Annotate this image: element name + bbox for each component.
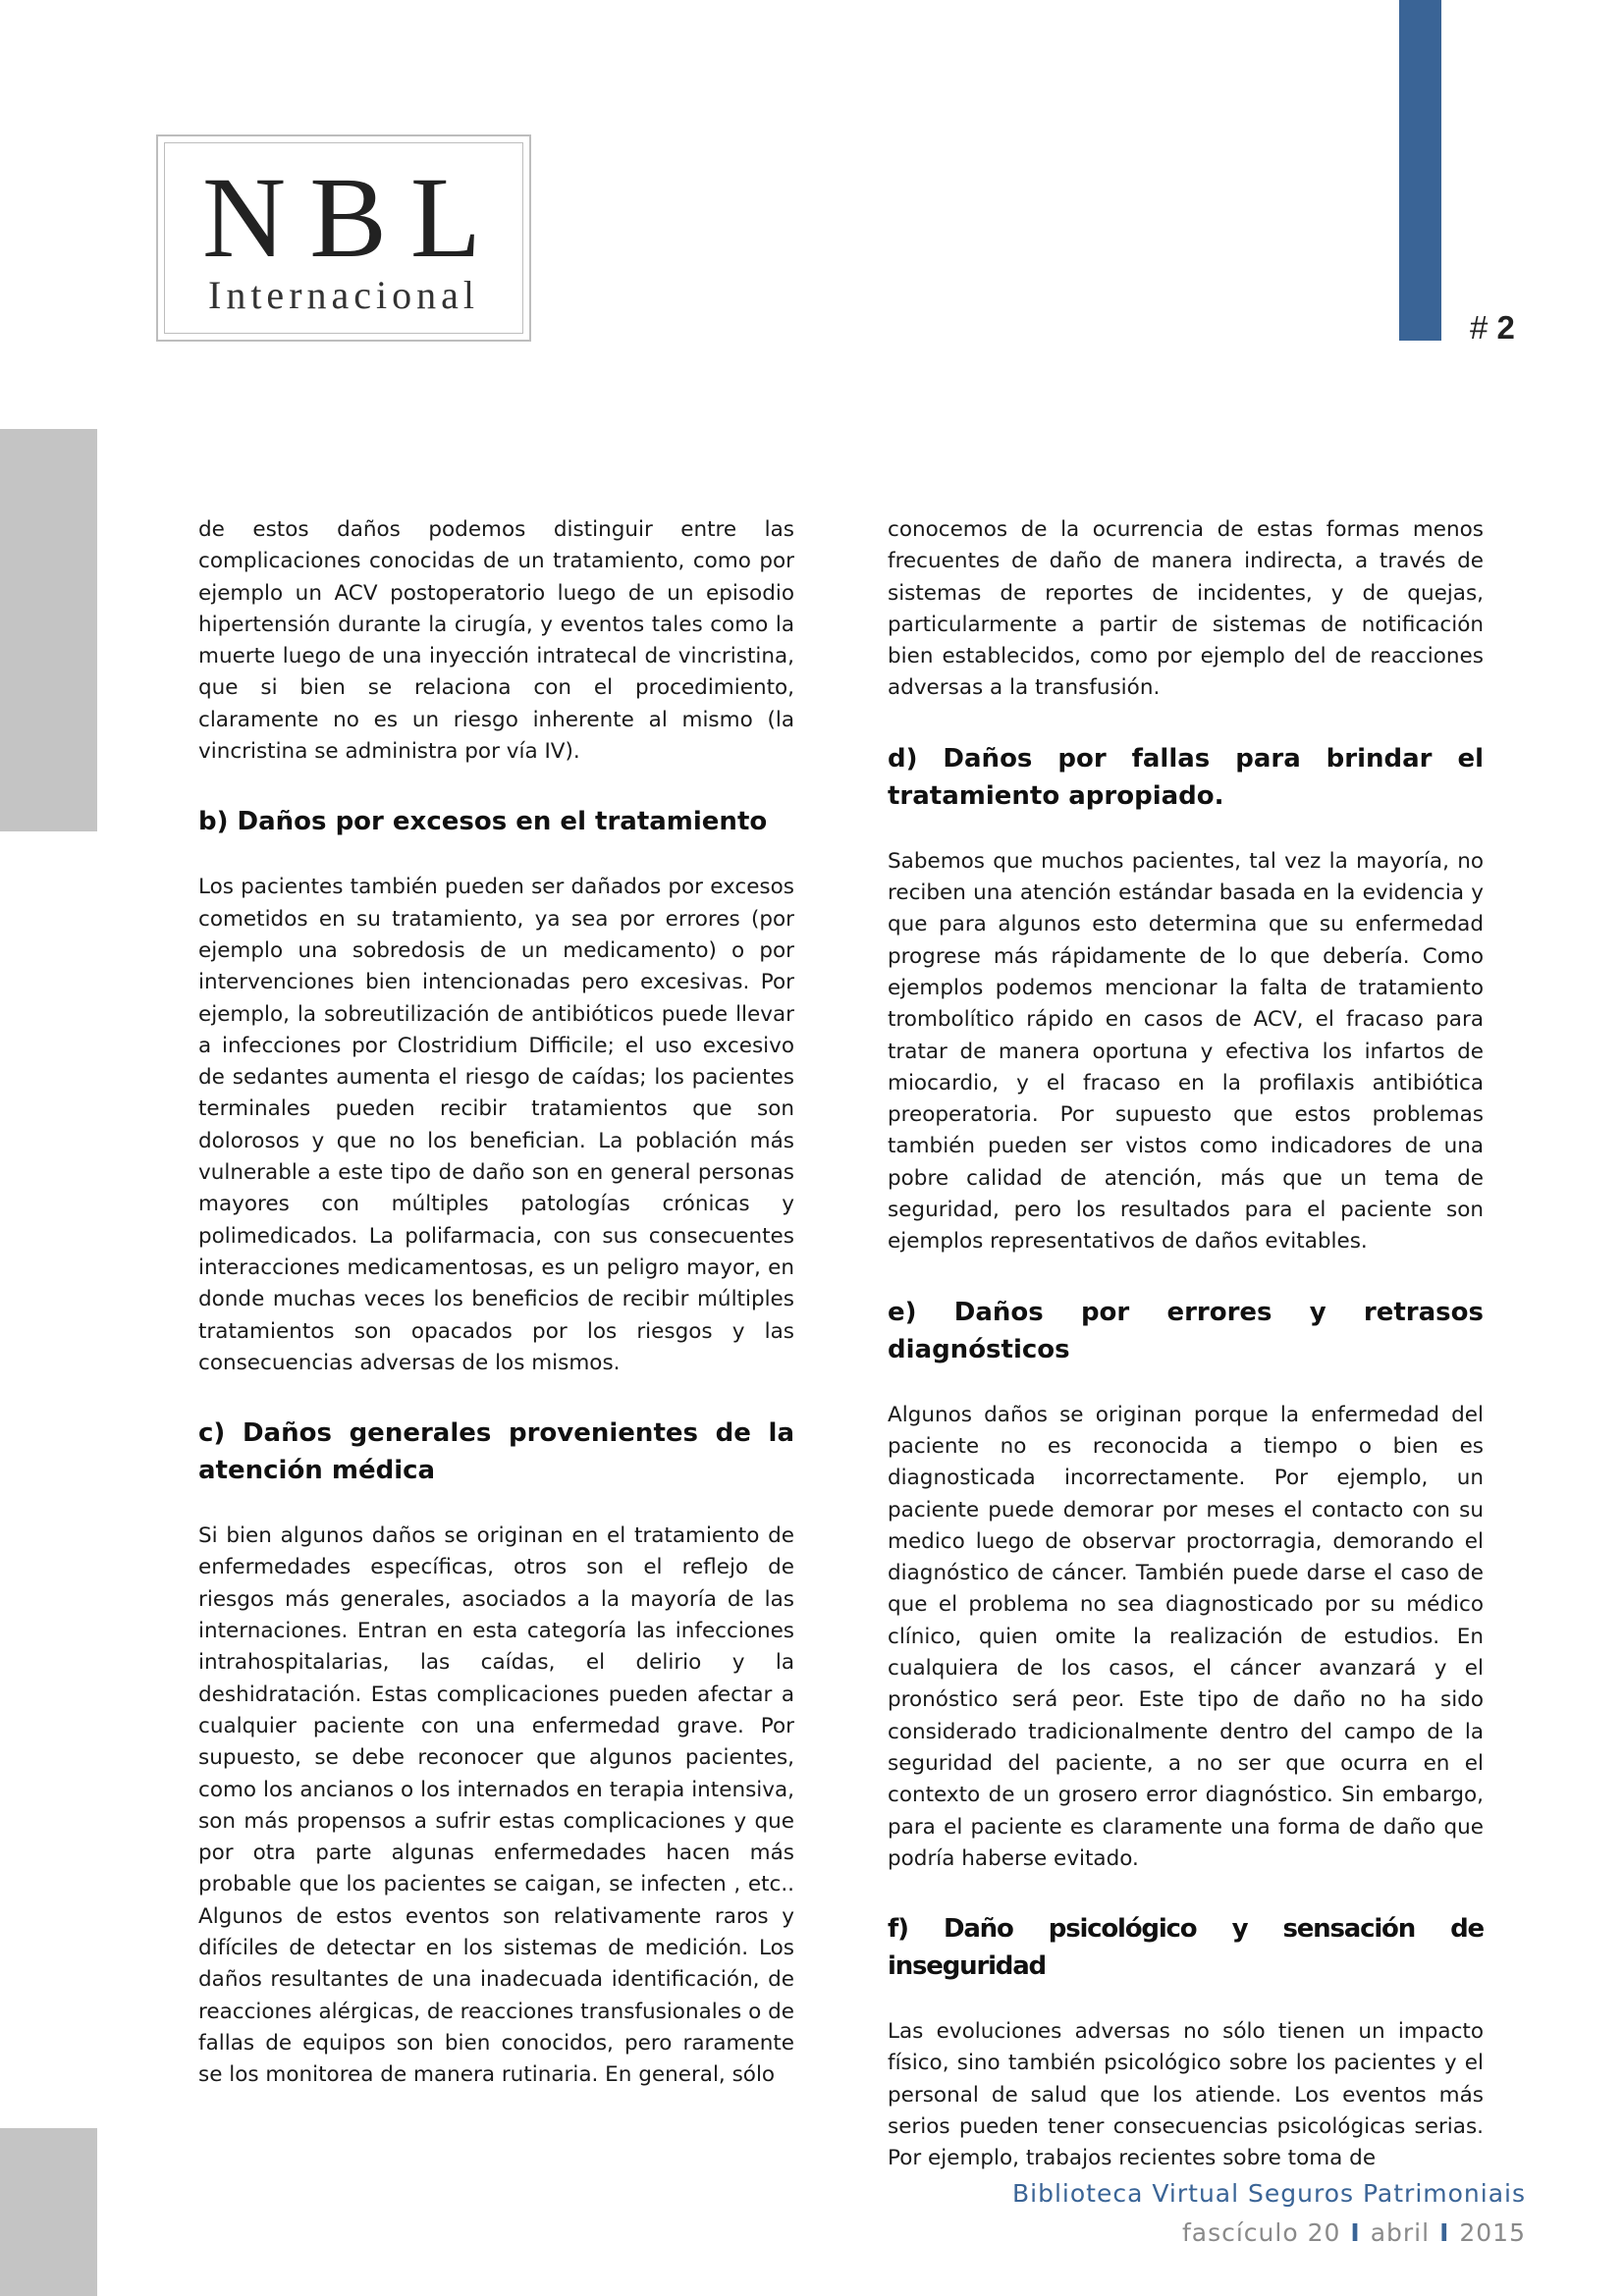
- side-decoration-bottom: [0, 2128, 97, 2296]
- page-number-value: 2: [1496, 309, 1515, 346]
- logo-title: NBL: [202, 153, 505, 282]
- section-d-heading: d) Daños por fallas para brindar el tratamiento apropiado.: [888, 743, 1484, 811]
- section-b-paragraph: Los pacientes también pueden ser dañados por excesos cometidos en su tratamiento, ya sea por errores (por ejemplo una sobredosis de un medicamento) o por intervenciones bien intencionadas pero excesivas. Por ejemplo, la sobreutilización de antibióticos puede llevar a infecciones por Clostridium Difficile; el uso excesivo de sedantes aumenta el riesgo de caídas; los pacientes terminales pueden recibir tratamientos que son dolorosos y que no los benefician. La población más vulnerable a este tipo de daño son en general personas mayores con múltiples patologías crónicas y polimedicados. La polifarmacia, con sus consecuentes interacciones medicamentosas, es un peligro mayor, en donde muchas veces los beneficios de recibir múltiples tratamientos son opacados por los riesgos y las consecuencias adversas de los mismos.: [198, 875, 794, 1375]
- footer-issue-line: [1182, 2218, 1526, 2247]
- page-number: [1470, 309, 1515, 347]
- section-f-heading: f) Daño psicológico y sensación de inseguridad: [888, 1914, 1484, 1982]
- section-d-paragraph: Sabemos que muchos pacientes, tal vez la mayoría, no reciben una atención estándar basada en la evidencia y que para algunos esto determina que su enfermedad progrese más rápidamente de lo que debería. Como ejemplos podemos mencionar la falta de tratamiento trombolítico rápido en casos de ACV, el fracaso para tratar de manera oportuna y efectiva los infartos de miocardio, y el fracaso en la profilaxis antibiótica preoperatoria. Por supuesto que estos problemas también pueden ser vistos como indicadores de una pobre calidad de atención, más que un tema de seguridad, pero los resultados para el paciente son ejemplos representativos de daños evitables.: [888, 848, 1484, 1255]
- footer-separator: I: [1350, 2218, 1361, 2247]
- section-b-heading: b) Daños por excesos en el tratamiento: [198, 807, 768, 837]
- right-column: [888, 514, 1484, 2175]
- footer-month: abril: [1370, 2218, 1431, 2247]
- side-decoration-top: [0, 429, 97, 831]
- footer-issue: fascículo 20: [1181, 2218, 1341, 2247]
- right-intro-paragraph: conocemos de la ocurrencia de estas formas menos frecuentes de daño de manera indirecta, a través de sistemas de reportes de incidentes, y de quejas, particularmente a partir de sistemas de notificación bien establecidos, como por ejemplo del de reacciones adversas a la transfusión.: [888, 517, 1484, 701]
- logo-subtitle: Internacional: [208, 273, 479, 317]
- left-intro-paragraph: de estos daños podemos distinguir entre las complicaciones conocidas de un tratamiento, como por ejemplo un ACV postoperatorio luego de un episodio hipertensión durante la cirugía, y eventos tales como la muerte luego de una inyección intratecal de vincristina, que si bien se relaciona con el procedimiento, claramente no es un riesgo inherente al mismo (la vincristina se administra por vía IV).: [198, 517, 794, 765]
- section-e-heading: e) Daños por errores y retrasos diagnósticos: [888, 1297, 1484, 1364]
- footer-separator: I: [1439, 2218, 1450, 2247]
- logo: [156, 134, 531, 342]
- footer-year: 2015: [1459, 2218, 1526, 2247]
- header-accent-bar: [1399, 0, 1441, 341]
- left-column: [198, 514, 794, 2091]
- footer-publication: Biblioteca Virtual Seguros Patrimoniais: [1012, 2179, 1526, 2208]
- page-hash: #: [1470, 309, 1489, 346]
- section-c-paragraph: Si bien algunos daños se originan en el tratamiento de enfermedades específicas, otros son el reflejo de riesgos más generales, asociados a la mayoría de las internaciones. Entran en esta categoría las infecciones intrahospitalarias, las caídas, el delirio y la deshidratación. Estas complicaciones pueden afectar a cualquier paciente con una enfermedad grave. Por supuesto, se debe reconocer que algunos pacientes, como los ancianos o los internados en terapia intensiva, son más propensos a sufrir estas complicaciones y que por otra parte algunas enfermedades hacen más probable que los pacientes se caigan, se infecten , etc.. Algunos de estos eventos son relativamente raros y difíciles de detectar en los sistemas de medición. Los daños resultantes de una inadecuada identificación, de reacciones alérgicas, de reacciones transfusionales o de fallas de equipos son bien conocidos, pero raramente se los monitorea de manera rutinaria. En general, sólo: [198, 1523, 794, 2088]
- section-c-heading: c) Daños generales provenientes de la atención médica: [198, 1418, 794, 1486]
- section-f-paragraph: Las evoluciones adversas no sólo tienen un impacto físico, sino también psicológico sobre los pacientes y el personal de salud que los atiende. Los eventos más serios pueden tener consecuencias psicológicas serias. Por ejemplo, trabajos recientes sobre toma de: [888, 2019, 1484, 2171]
- section-e-paragraph: Algunos daños se originan porque la enfermedad del paciente no es reconocida a tiempo o bien es diagnosticada incorrectamente. Por ejemplo, un paciente puede demorar por meses el contacto con su medico luego de observar proctorragia, demorando el diagnóstico de cáncer. También puede darse el caso de que el problema no sea diagnosticado por su médico clínico, quien omite la realización de estudios. En cualquiera de los casos, el cáncer avanzará y el pronóstico será peor. Este tipo de daño no ha sido considerado tradicionalmente dentro del campo de la seguridad del paciente, a no ser que ocurra en el contexto de un grosero error diagnóstico. Sin embargo, para el paciente es claramente una forma de daño que podría haberse evitado.: [888, 1402, 1484, 1871]
